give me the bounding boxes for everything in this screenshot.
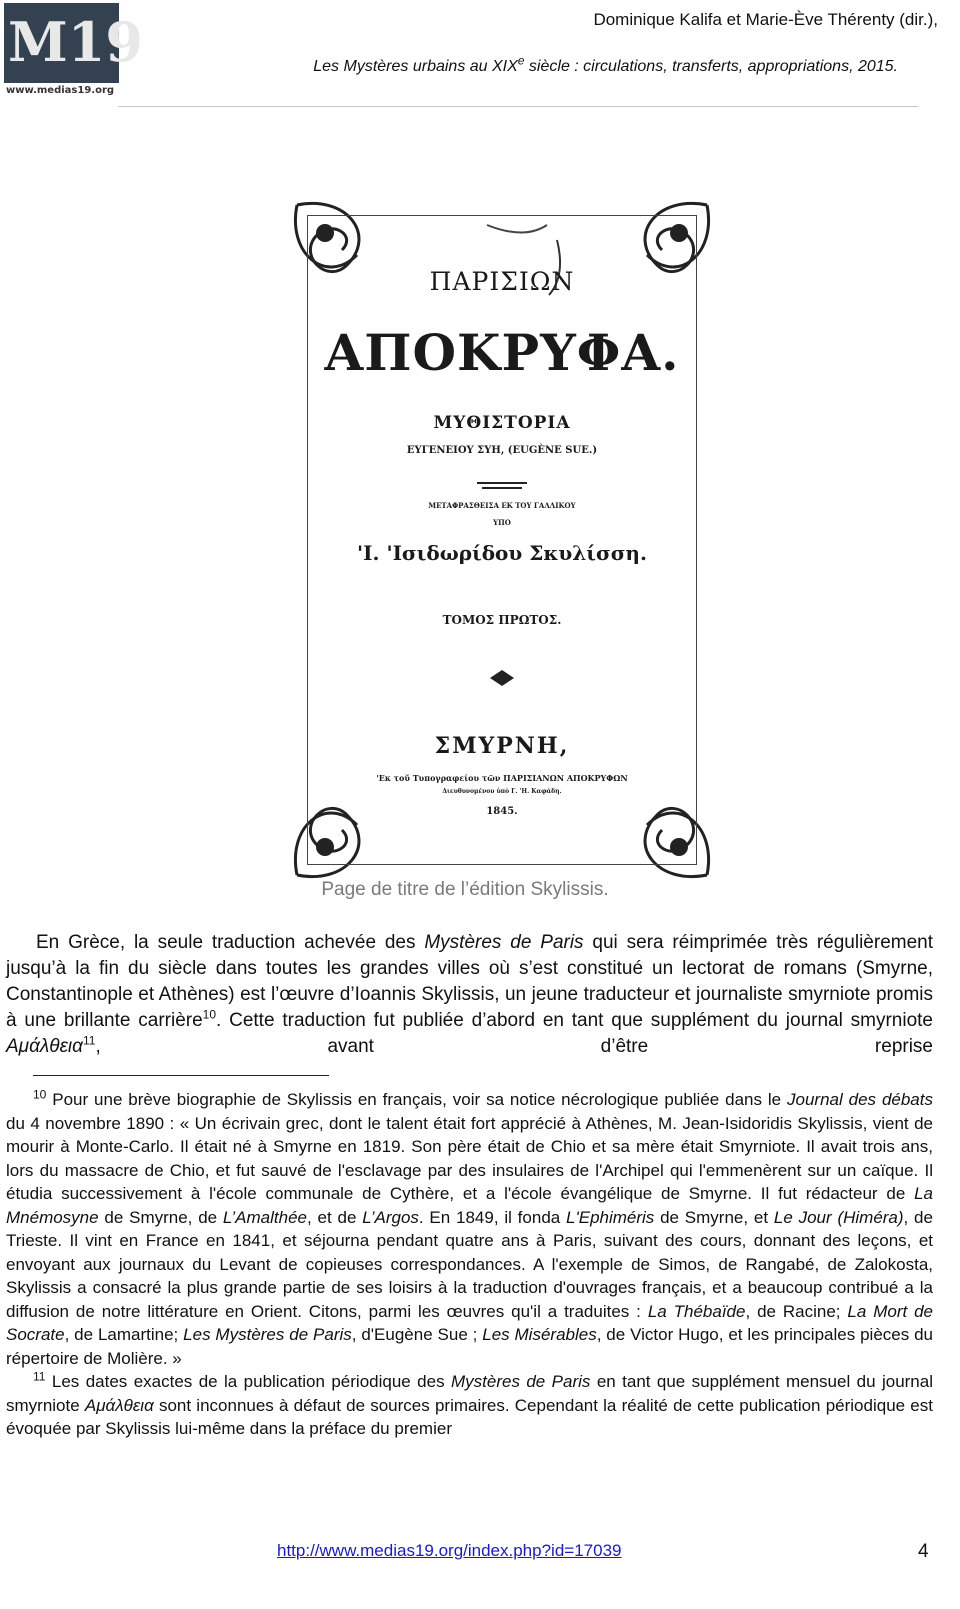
title-page-line: ΤΟΜΟΣ ΠΡΩΤΟΣ. [442,613,562,627]
footnote-separator [33,1075,329,1076]
title-page-year: 1845. [486,806,518,817]
title-page-line: ΜΥΘΙΣΤΟΡΙΑ [433,413,571,433]
title-page-line: 'Εκ τοῦ Τυπογραφείου τῶν ΠΑΡΙΣΙΑΝΩΝ ΑΠΟΚΡΥΦΩΝ [376,773,628,783]
title-page-line: ΕΥΓΕΝΕΙΟΥ ΣΥΗ, (EUGÈNE SUE.) [406,445,598,456]
footnotes [6,1088,933,1441]
title-page-translator: 'Ι. 'Ισιδωρίδου Σκυλίσση. [357,541,647,565]
body-paragraph: En Grèce, la seule traduction achevée des Mystères de Paris qui sera réimprimée très régulièrement jusqu’à la fin du siècle dans toutes les grandes villes où s’est constitué un lectorat de romans (Smyrne, Constantinople et Athènes) est l’œuvre d’Ioannis Skylissis, un jeune traducteur et journaliste smyrniote promis à une brillante carrière$^{10}$. Cette traduction fut publiée d’abord en tant que supplément du journal smyrniote Αμάλθεια$^{11}$, avant d’être reprise [6,932,934,1057]
footnote-10: $^{10}$ Pour une brève biographie de Skylissis en français, voir sa notice nécrologique publiée dans le Journal des débats du 4 novembre 1890 : « Un écrivain grec, dont le talent était fort apprécié à Athènes, M. Jean-Isidoridis Skylissis, vient de mourir à Monte-Carlo. Il était né à Smyrne en 1819. Son père était de Chio et sa mère était Smyrniote. Il avait trois ans, lors du massacre de Chio, et fut sauvé de l'esclavage par des insulaires de l'Archipel qui l'emmenèrent sur un caïque. Il étudia successivement à l'école communale de Cythère, et a l'école évangélique de Smyrne. Il fut rédacteur de La Mnémosyne de Smyrne, de L’Amalthée, et de L’Argos. En 1849, il fonda L'Ephiméris de Smyrne, et Le Jour (Himéra), de Trieste. Il vint en France en 1841, et séjourna pendant quatre ans à Paris, suivant des cours, donnant des leçons, et envoyant aux journaux du Levant de copieuses correspondances. A l'exemple de Simos, de Rangabé, de Zalokosta, Skylissis a consacré la plus grande partie de ses loisirs à la traduction d'ouvrages français, et a beaucoup contribué a la diffusion de notre littérature en Orient. Citons, parmi les œuvres qu'il a traduites : La Thébaïde, de Racine; La Mort de Socrate, de Lamartine; Les Mystères de Paris, d'Eugène Sue ; Les Misérables, de Victor Hugo, et les principales pièces du répertoire de Molière. » [6,1087,934,1368]
title-page-line: ΥΠΟ [493,518,511,527]
medias19-logo [4,3,143,96]
footnote-ref-11[interactable]: 11 [82,1033,96,1048]
footnote-ref-10[interactable]: 10 [202,1007,217,1022]
title-page-image [287,195,717,885]
title-page-line: ΠΑΡΙΣΙΩΝ [429,267,575,296]
logo-subtext: www.medias19.org [6,85,115,96]
logo-text: M19 [8,10,143,74]
page-number: 4 [918,1541,929,1562]
title-page-main-title: ΑΠΟΚΡΥΦΑ. [324,323,680,382]
header-book-title: Les Mystères urbains au XIXe siècle : circulations, transferts, appropriations, 2015. [313,53,898,75]
title-page-line: Διευθυνομένου ὑπὸ Γ. 'Η. Καφάδη. [442,788,562,795]
footnote-11: $^{11}$ Les dates exactes de la publication périodique des Mystères de Paris en tant que supplément mensuel du journal smyrniote Αμάλθεια sont inconnues à défaut de sources primaires. Cependant la réalité de cette publication périodique est évoquée par Skylissis lui-même dans la préface du premier [6,1369,933,1438]
title-page-frame [307,215,697,865]
title-page-line: ΜΕΤΑΦΡΑΣΘΕΙΣΑ ΕΚ ΤΟΥ ΓΑΛΛΙΚΟΥ [428,501,576,510]
figure-caption: Page de titre de l’édition Skylissis. [321,879,609,900]
title-page-city: ΣΜΥΡΝΗ, [434,733,570,759]
footer-link[interactable]: http://www.medias19.org/index.php?id=17039 [277,1541,622,1560]
header-divider [118,106,918,107]
header-authors: Dominique Kalifa et Marie-Ève Thérenty (dir.), [593,10,938,29]
